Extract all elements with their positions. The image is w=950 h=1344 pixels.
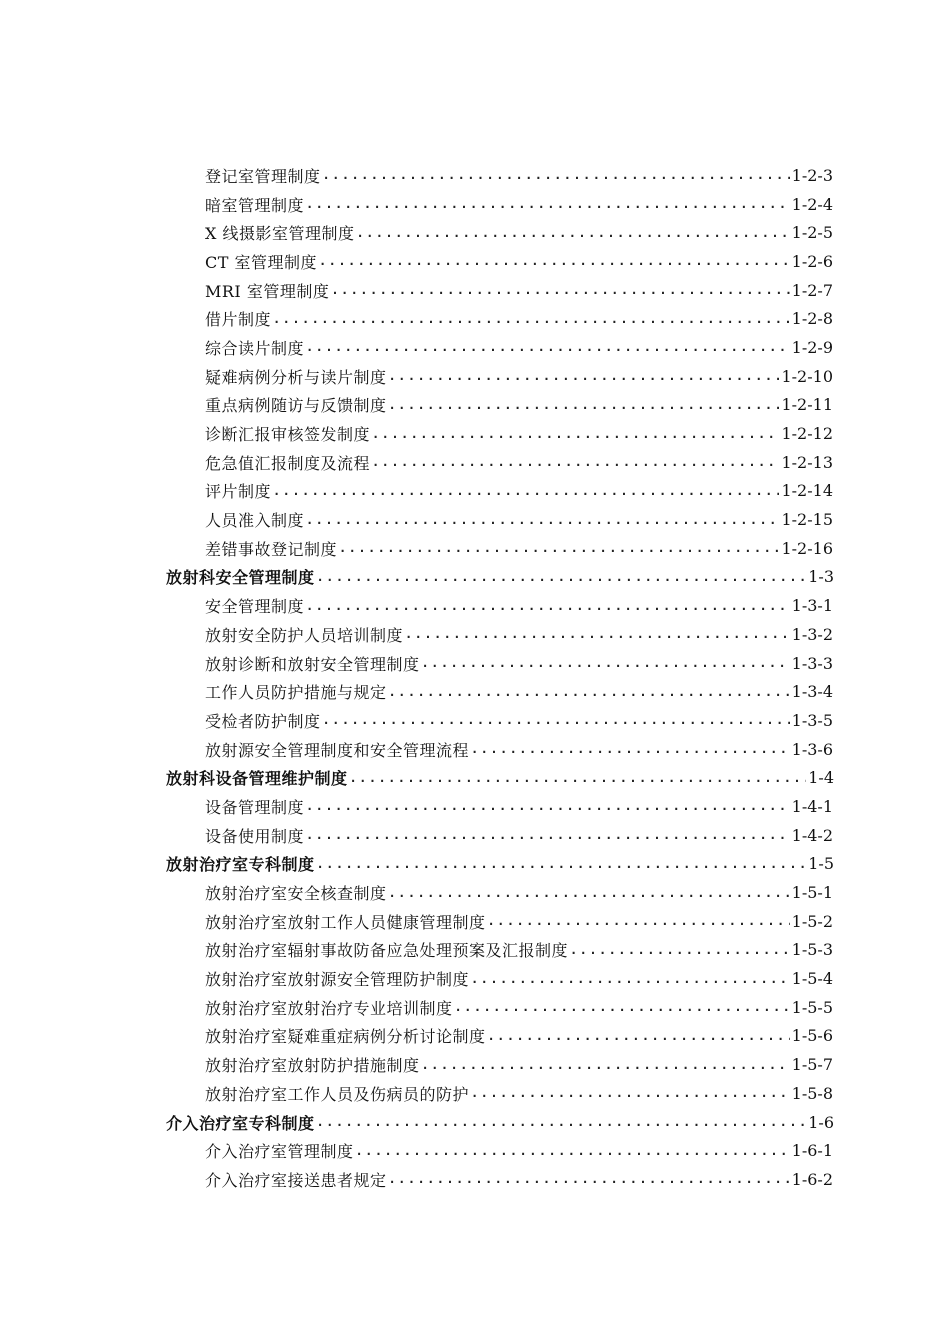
toc-entry-title: 放射治疗室工作人员及伤病员的防护	[205, 1084, 470, 1104]
toc-entry-title: 放射科设备管理维护制度	[166, 769, 348, 789]
toc-section-entry[interactable]	[0, 1108, 834, 1137]
toc-dot-leader	[317, 567, 807, 587]
toc-page-number: 1-2-12	[781, 424, 833, 444]
toc-entry-title: X 线摄影室管理制度	[205, 224, 355, 244]
toc-entry-title: 放射安全防护人员培训制度	[205, 625, 404, 645]
toc-entry[interactable]	[0, 391, 833, 420]
toc-entry[interactable]	[0, 448, 833, 477]
toc-dot-leader	[570, 940, 790, 960]
toc-entry-title: 放射治疗室放射治疗专业培训制度	[205, 998, 453, 1018]
toc-entry[interactable]	[0, 419, 833, 448]
toc-page-number: 1-3-1	[791, 596, 833, 616]
toc-entry-title: 综合读片制度	[205, 338, 305, 358]
toc-entry-title: 暗室管理制度	[205, 195, 305, 215]
toc-entry-title: 介入治疗室接送患者规定	[205, 1170, 387, 1190]
toc-dot-leader	[317, 1112, 807, 1132]
toc-entry[interactable]	[0, 1022, 833, 1051]
toc-entry[interactable]	[0, 1079, 833, 1108]
toc-entry-title: 放射治疗室专科制度	[166, 855, 315, 875]
toc-entry-title: 工作人员防护措施与规定	[205, 683, 387, 703]
toc-entry-title: 放射治疗室安全核查制度	[205, 884, 387, 904]
toc-dot-leader	[356, 223, 789, 243]
toc-page-number: 1-4	[808, 768, 834, 788]
toc-dot-leader	[306, 510, 779, 530]
toc-page-number: 1-4-2	[791, 825, 833, 845]
toc-page-number: 1-2-3	[791, 165, 833, 185]
toc-dot-leader	[323, 165, 790, 185]
toc-page-number: 1-6	[808, 1112, 834, 1132]
toc-entry-title: 放射治疗室放射防护措施制度	[205, 1056, 420, 1076]
toc-dot-leader	[488, 911, 790, 931]
toc-entry-title: 介入治疗室专科制度	[166, 1113, 315, 1133]
toc-dot-leader	[422, 653, 790, 673]
toc-entry[interactable]	[0, 161, 833, 190]
toc-entry-title: 放射治疗室疑难重症病例分析讨论制度	[205, 1027, 486, 1047]
toc-entry-title: 放射治疗室辐射事故防备应急处理预案及汇报制度	[205, 941, 569, 961]
toc-page-number: 1-5-2	[791, 911, 833, 931]
toc-entry[interactable]	[0, 247, 833, 276]
toc-entry-title: 受检者防护制度	[205, 711, 321, 731]
toc-dot-leader	[317, 854, 807, 874]
toc-section-entry[interactable]	[0, 563, 834, 592]
toc-dot-leader	[356, 1141, 790, 1161]
toc-entry-title: 借片制度	[205, 310, 272, 330]
toc-entry-title: 诊断汇报审核签发制度	[205, 425, 371, 445]
toc-section-entry[interactable]	[0, 763, 834, 792]
toc-page-number: 1-2-13	[781, 452, 833, 472]
toc-entry[interactable]	[0, 620, 833, 649]
toc-dot-leader	[405, 624, 790, 644]
toc-entry-title: MRI 室管理制度	[205, 281, 330, 301]
toc-page-number: 1-2-10	[781, 366, 833, 386]
toc-entry[interactable]	[0, 591, 833, 620]
toc-page-number: 1-3-6	[791, 739, 833, 759]
toc-page-number: 1-6-1	[791, 1141, 833, 1161]
toc-dot-leader	[389, 395, 780, 415]
toc-dot-leader	[389, 1169, 790, 1189]
toc-dot-leader	[306, 825, 790, 845]
toc-page-number: 1-5-5	[791, 997, 833, 1017]
toc-entry[interactable]	[0, 218, 833, 247]
toc-page-number: 1-3-3	[791, 653, 833, 673]
toc-entry-title: 安全管理制度	[205, 597, 305, 617]
toc-dot-leader	[306, 194, 790, 214]
toc-entry[interactable]	[0, 649, 833, 678]
toc-entry[interactable]	[0, 706, 833, 735]
toc-entry[interactable]	[0, 1165, 833, 1194]
toc-page-number: 1-5-1	[791, 883, 833, 903]
toc-page-number: 1-5-4	[791, 969, 833, 989]
toc-dot-leader	[372, 452, 779, 472]
toc-dot-leader	[339, 538, 779, 558]
toc-page-number: 1-3-5	[791, 710, 833, 730]
toc-entry-title: 放射科安全管理制度	[166, 568, 315, 588]
toc-entry[interactable]	[0, 505, 833, 534]
toc-dot-leader	[306, 337, 790, 357]
toc-dot-leader	[273, 309, 790, 329]
toc-page-number: 1-2-7	[791, 280, 833, 300]
toc-entry[interactable]	[0, 907, 833, 936]
toc-entry-title: CT 室管理制度	[205, 252, 318, 272]
toc-dot-leader	[389, 883, 790, 903]
toc-page-number: 1-5-6	[791, 1026, 833, 1046]
toc-page-number: 1-5-7	[791, 1055, 833, 1075]
toc-dot-leader	[471, 739, 790, 759]
toc-entry-title: 放射源安全管理制度和安全管理流程	[205, 740, 470, 760]
toc-dot-leader	[323, 710, 790, 730]
toc-entry-title: 疑难病例分析与读片制度	[205, 367, 387, 387]
toc-dot-leader	[319, 251, 790, 271]
toc-page-number: 1-5-8	[791, 1083, 833, 1103]
toc-page-number: 1-3-2	[791, 624, 833, 644]
toc-page-number: 1-2-14	[781, 481, 833, 501]
toc-dot-leader	[389, 682, 790, 702]
toc-entry-title: 放射诊断和放射安全管理制度	[205, 654, 420, 674]
toc-entry-title: 重点病例随访与反馈制度	[205, 396, 387, 416]
toc-entry[interactable]	[0, 304, 833, 333]
toc-page-number: 1-2-5	[791, 223, 833, 243]
toc-entry[interactable]	[0, 677, 833, 706]
toc-dot-leader	[306, 796, 790, 816]
toc-page-number: 1-2-11	[781, 395, 833, 415]
toc-entry[interactable]	[0, 477, 833, 506]
toc-page-number: 1-2-6	[791, 251, 833, 271]
toc-dot-leader	[389, 366, 780, 386]
toc-entry-title: 危急值汇报制度及流程	[205, 453, 371, 473]
toc-section-entry[interactable]	[0, 850, 834, 879]
toc-entry[interactable]	[0, 936, 833, 965]
toc-entry-title: 评片制度	[205, 482, 272, 502]
toc-dot-leader	[422, 1055, 790, 1075]
toc-entry-title: 差错事故登记制度	[205, 539, 338, 559]
toc-entry[interactable]	[0, 534, 833, 563]
toc-dot-leader	[488, 1026, 790, 1046]
toc-dot-leader	[471, 1083, 790, 1103]
toc-page-number: 1-2-9	[791, 337, 833, 357]
toc-entry[interactable]	[0, 1050, 833, 1079]
toc-dot-leader	[471, 969, 790, 989]
toc-page-number: 1-2-15	[781, 510, 833, 530]
toc-entry[interactable]	[0, 735, 833, 764]
toc-entry[interactable]	[0, 964, 833, 993]
toc-entry[interactable]	[0, 362, 833, 391]
toc-entry-title: 设备使用制度	[205, 826, 305, 846]
toc-page-number: 1-4-1	[791, 796, 833, 816]
toc-dot-leader	[273, 481, 779, 501]
toc-dot-leader	[306, 596, 790, 616]
toc-dot-leader	[455, 997, 790, 1017]
toc-dot-leader	[350, 768, 807, 788]
toc-page-number: 1-2-16	[781, 538, 833, 558]
toc-entry-title: 登记室管理制度	[205, 166, 321, 186]
toc-page-number: 1-3-4	[791, 682, 833, 702]
toc-page-number: 1-6-2	[791, 1169, 833, 1189]
toc-entry-title: 放射治疗室放射源安全管理防护制度	[205, 970, 470, 990]
toc-entry[interactable]	[0, 821, 833, 850]
toc-entry[interactable]	[0, 276, 833, 305]
toc-page-number: 1-2-8	[791, 309, 833, 329]
toc-entry[interactable]	[0, 190, 833, 219]
toc-dot-leader	[331, 280, 789, 300]
toc-dot-leader	[372, 424, 779, 444]
table-of-contents	[0, 161, 950, 1194]
toc-entry[interactable]	[0, 1136, 833, 1165]
toc-entry-title: 放射治疗室放射工作人员健康管理制度	[205, 912, 486, 932]
toc-entry[interactable]	[0, 878, 833, 907]
toc-page-number: 1-5	[808, 854, 834, 874]
toc-entry[interactable]	[0, 792, 833, 821]
toc-entry[interactable]	[0, 333, 833, 362]
toc-entry-title: 设备管理制度	[205, 797, 305, 817]
toc-page-number: 1-3	[808, 567, 834, 587]
toc-page-number: 1-2-4	[791, 194, 833, 214]
toc-page-number: 1-5-3	[791, 940, 833, 960]
toc-entry[interactable]	[0, 993, 833, 1022]
toc-entry-title: 介入治疗室管理制度	[205, 1142, 354, 1162]
toc-entry-title: 人员准入制度	[205, 511, 305, 531]
